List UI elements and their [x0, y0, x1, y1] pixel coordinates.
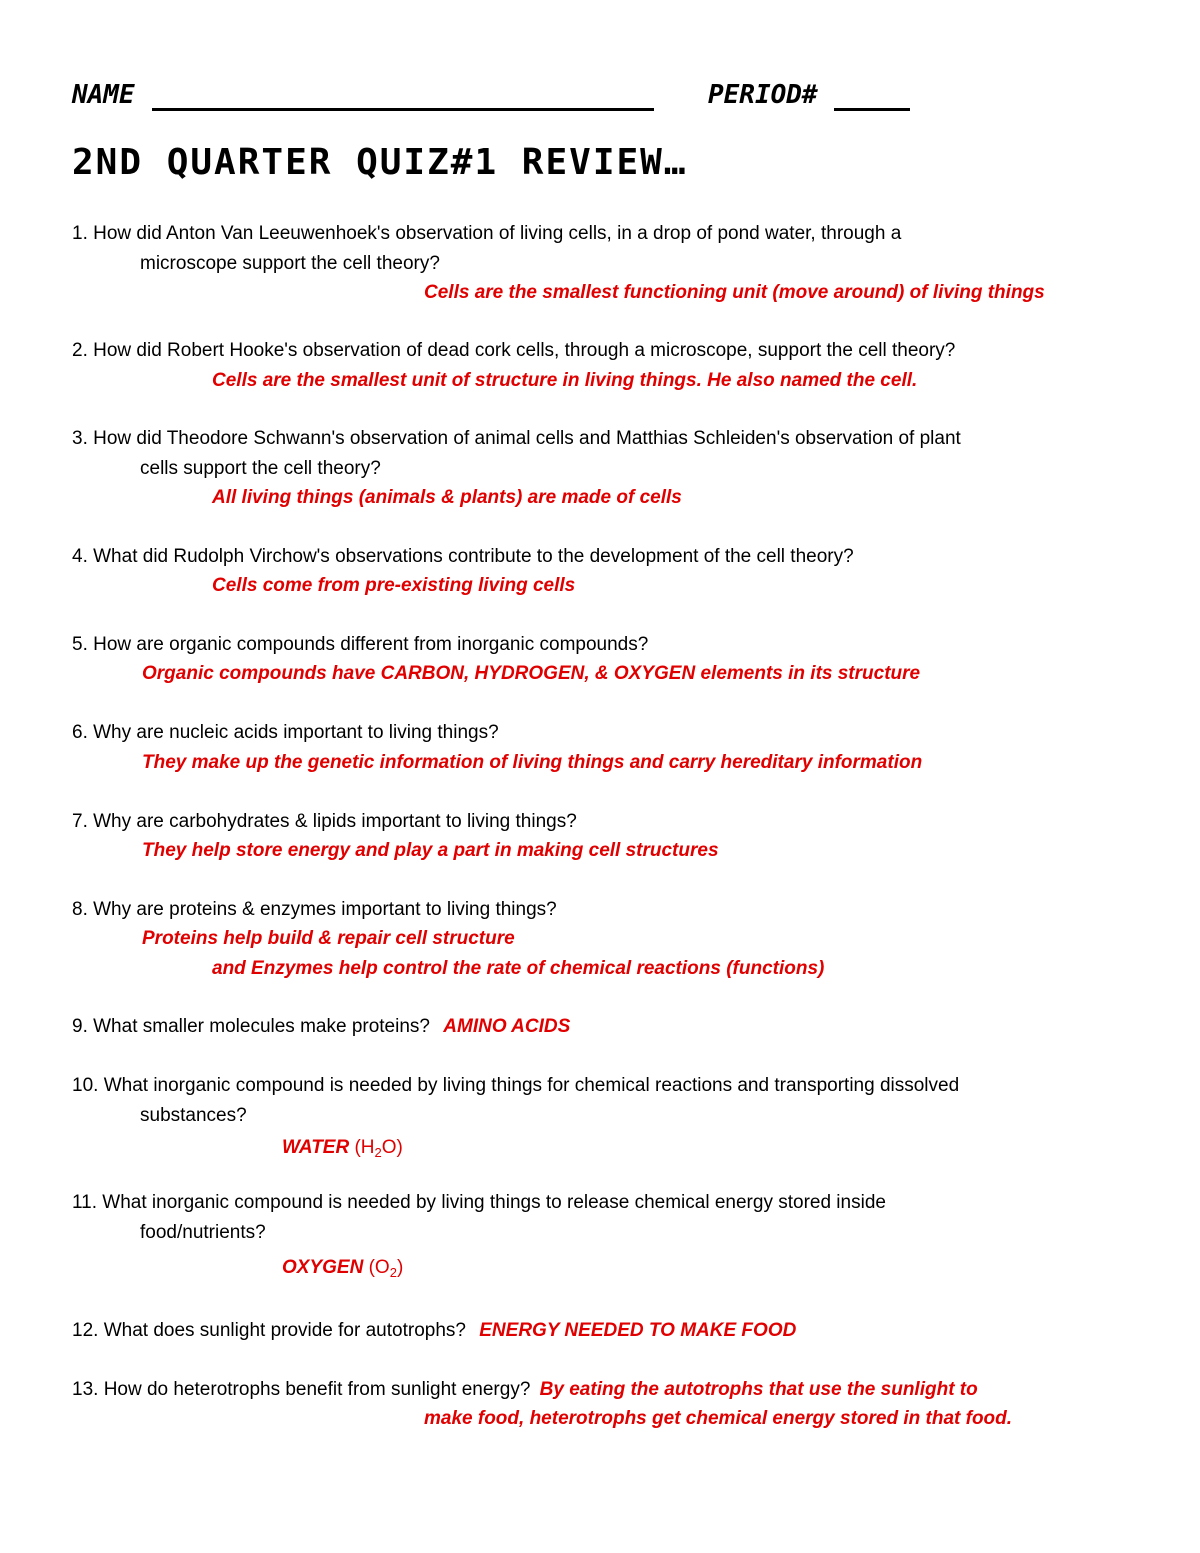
page-title: 2ND QUARTER QUIZ#1 REVIEW…	[72, 142, 688, 183]
name-label: NAME	[72, 80, 135, 110]
answer-10-row	[282, 1135, 403, 1161]
question-7: 7. Why are carbohydrates & lipids important to living things?	[72, 811, 577, 832]
answer-8-cont: and Enzymes help control the rate of chemical reactions (functions)	[212, 958, 825, 979]
period-blank-line	[834, 108, 910, 111]
answer-7: They help store energy and play a part in making cell structures	[142, 840, 719, 861]
question-12-row	[72, 1318, 796, 1344]
question-13-row	[72, 1377, 978, 1403]
question-12: 12. What does sunlight provide for autotrophs?	[72, 1320, 466, 1341]
answer-2: Cells are the smallest unit of structure in living things. He also named the cell.	[212, 370, 918, 391]
answer-11-formula: $(O_2)$	[368, 1257, 404, 1280]
header-row	[72, 80, 1132, 120]
answer-1: Cells are the smallest functioning unit (move around) of living things	[424, 282, 1045, 303]
period-label: PERIOD#	[708, 80, 818, 110]
question-11-cont: food/nutrients?	[140, 1222, 266, 1243]
answer-13: By eating the autotrophs that use the sunlight to	[539, 1379, 978, 1400]
question-2: 2. How did Robert Hooke's observation of dead cork cells, through a microscope, support the cell theory?	[72, 340, 956, 361]
question-5: 5. How are organic compounds different from inorganic compounds?	[72, 634, 649, 655]
answer-12: ENERGY NEEDED TO MAKE FOOD	[479, 1320, 797, 1341]
answer-10: WATER	[282, 1137, 350, 1158]
question-9: 9. What smaller molecules make proteins?	[72, 1016, 430, 1037]
answer-5: Organic compounds have CARBON, HYDROGEN, & OXYGEN elements in its structure	[142, 663, 921, 684]
question-8: 8. Why are proteins & enzymes important to living things?	[72, 899, 557, 920]
question-11: 11. What inorganic compound is needed by living things to release chemical energy stored inside	[72, 1192, 886, 1213]
question-1: 1. How did Anton Van Leeuwenhoek's observation of living cells, in a drop of pond water, through a	[72, 223, 902, 244]
question-10: 10. What inorganic compound is needed by living things for chemical reactions and transporting dissolved	[72, 1075, 960, 1096]
answer-3: All living things (animals & plants) are made of cells	[212, 487, 682, 508]
question-1-cont: microscope support the cell theory?	[140, 253, 440, 274]
question-10-cont: substances?	[140, 1105, 247, 1126]
name-blank-line	[152, 108, 654, 111]
answer-8: Proteins help build & repair cell structure	[142, 928, 515, 949]
question-13: 13. How do heterotrophs benefit from sunlight energy?	[72, 1379, 531, 1400]
question-3-cont: cells support the cell theory?	[140, 458, 381, 479]
answer-10-formula: $(H_2O)$	[354, 1137, 403, 1160]
answer-6: They make up the genetic information of living things and carry hereditary information	[142, 752, 923, 773]
answer-11: OXYGEN	[282, 1257, 364, 1278]
answer-9: AMINO ACIDS	[443, 1016, 571, 1037]
question-9-row	[72, 1014, 570, 1040]
question-4: 4. What did Rudolph Virchow's observations contribute to the development of the cell theory?	[72, 546, 854, 567]
answer-11-row	[282, 1255, 403, 1281]
answer-4: Cells come from pre-existing living cells	[212, 575, 576, 596]
question-6: 6. Why are nucleic acids important to living things?	[72, 722, 499, 743]
answer-13-cont: make food, heterotrophs get chemical energy stored in that food.	[424, 1408, 1013, 1429]
question-3: 3. How did Theodore Schwann's observation of animal cells and Matthias Schleiden's observation of plant	[72, 428, 961, 449]
